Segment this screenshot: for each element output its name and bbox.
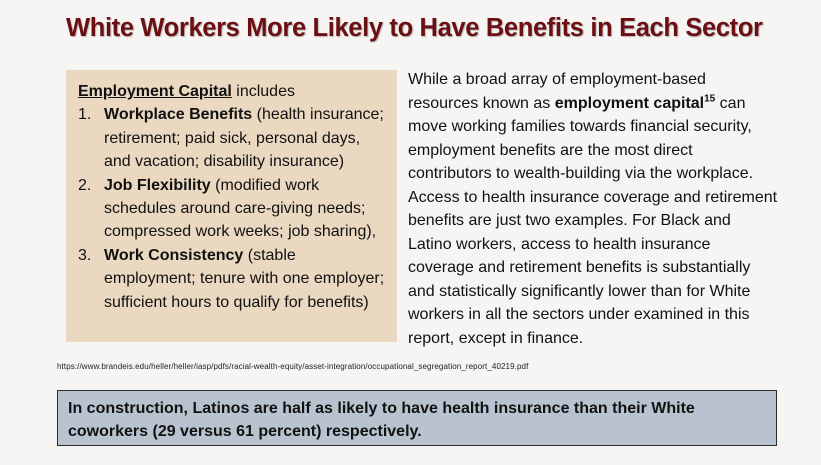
callout-box (57, 390, 777, 446)
callout-text: In construction, Latinos are half as likely to have health insurance than their White coworkers (29 versus 61 percent) respectively. (68, 400, 695, 440)
list-item-detail: (health insurance; retirement; paid sick, personal days, and vacation; disability insurance) (104, 106, 384, 171)
employment-capital-heading (78, 80, 387, 103)
list-item-term: Work Consistency (104, 246, 244, 264)
footnote-marker: 15 (704, 93, 716, 105)
list-item-number: 3. (78, 246, 92, 264)
list-item-term: Workplace Benefits (104, 106, 253, 124)
list-item-term: Job Flexibility (104, 176, 211, 194)
paragraph-part2: can move working families towards financial security, employment benefits are the most direct contributors to wealth-building via the workplace. Access to health insurance coverage and retirement benefits are just two examples. For Black and Latino workers, access to health insurance coverage and retirement benefits is substantially and statistically significantly lower than for White workers in all the sectors under examined in this report, except in finance. (408, 94, 778, 347)
paragraph-part1: While a broad array of employment-based resources known as (408, 71, 706, 112)
body-paragraph (408, 68, 778, 350)
list-item-number: 2. (78, 176, 92, 194)
slide-title: White Workers More Likely to Have Benefits in Each Sector (66, 14, 763, 42)
employment-capital-term: Employment Capital (78, 83, 232, 100)
list-item (78, 103, 387, 173)
employment-capital-heading-rest: includes (231, 83, 295, 100)
source-url: https://www.brandeis.edu/heller/heller/iasp/pdfs/racial-wealth-equity/asset-integration/occupational_segregation_report_40219.pdf (57, 362, 529, 371)
list-item (78, 244, 387, 314)
list-item (78, 174, 387, 244)
list-item-number: 1. (78, 106, 92, 124)
paragraph-bold-term: employment capital (554, 94, 705, 112)
list-item-detail: (stable employment; tenure with one employer; sufficient hours to qualify for benefits) (104, 246, 385, 311)
employment-capital-list (78, 103, 387, 314)
list-item-detail: (modified work schedules around care-giving needs; compressed work weeks; job sharing), (104, 176, 377, 241)
employment-capital-box (66, 70, 397, 342)
